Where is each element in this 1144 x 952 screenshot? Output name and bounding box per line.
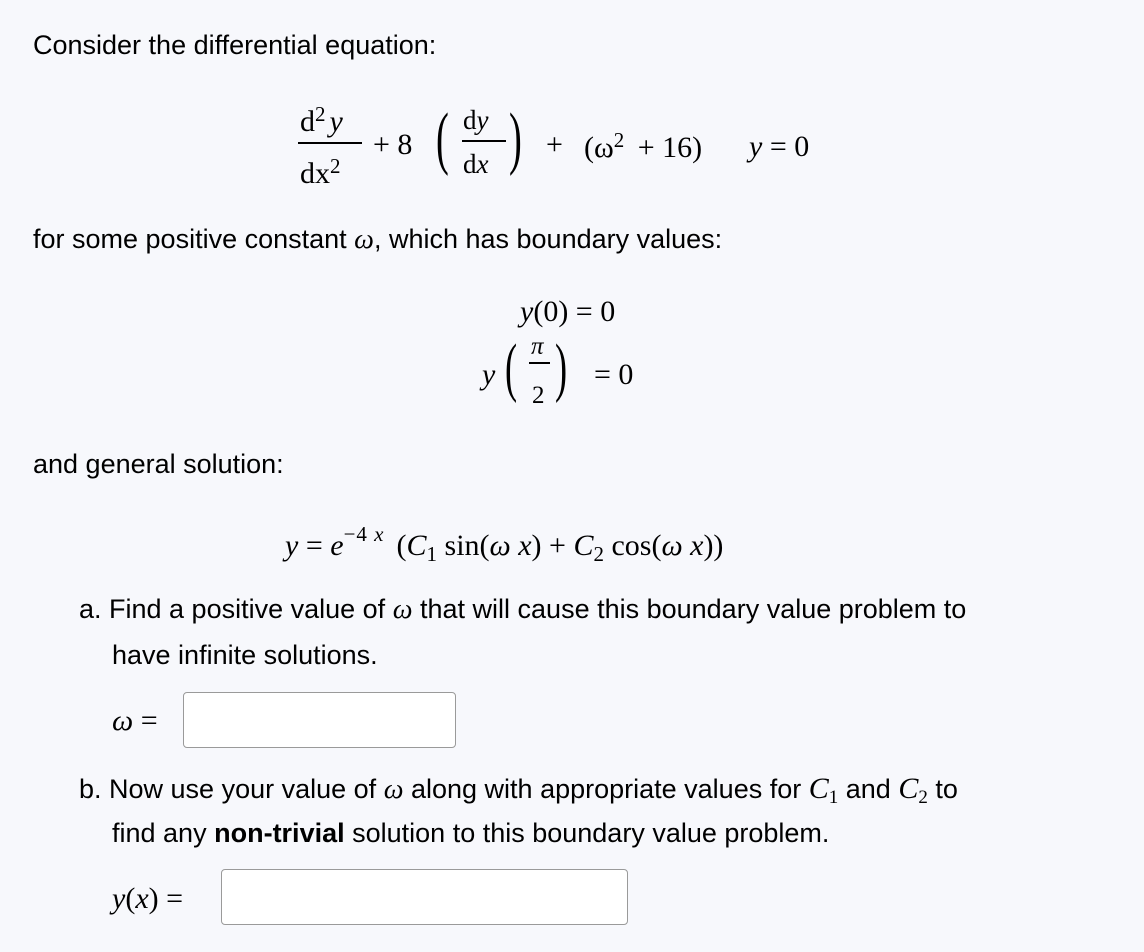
ode-plus-8: + 8 <box>373 128 413 161</box>
intro-text: Consider the differential equation: <box>33 30 437 60</box>
boundary-value-1: y(0) = 0 <box>520 295 616 328</box>
bv2-pi: π <box>531 333 544 360</box>
ode-denominator: $dx^2$ <box>300 154 341 190</box>
part-a-line2: have infinite solutions. <box>112 640 378 670</box>
ode-y-equals-zero: y = 0 <box>749 130 810 163</box>
solution-answer-input[interactable] <box>221 869 628 925</box>
ode-plus: + <box>546 128 563 161</box>
bv2-equals-zero: = 0 <box>594 358 634 391</box>
omega-answer-input[interactable] <box>183 692 456 748</box>
bv2-right-paren: ) <box>555 331 568 404</box>
bv2-fraction-bar <box>529 362 550 364</box>
general-solution: $y = e^{-4 x}$ ($C_1$ sin(ω $x) + C_2$ cos(ω x)) <box>285 522 724 566</box>
boundary-intro: for some positive constant ω, which has boundary values: <box>33 224 723 255</box>
ode-right-paren: ) <box>509 100 522 177</box>
part-b-line1: b. Now use your value of ω along with appropriate values for $C_1$ and $C_2$ to <box>79 772 958 808</box>
part-a-label: ω = <box>112 704 158 737</box>
general-solution-intro: and general solution: <box>33 449 284 479</box>
part-b-label: y(x) = <box>112 882 184 915</box>
ode-numerator: $d^2$ y <box>300 102 343 138</box>
bv2-two: 2 <box>532 382 545 409</box>
ode-dydx-bar <box>462 140 506 142</box>
part-a-line1: a. Find a positive value of ω that will cause this boundary value problem to <box>79 594 967 625</box>
ode-omega-term: $(\omega^2 + 16)$ <box>584 128 703 164</box>
bv2-left-paren: ( <box>505 331 518 404</box>
ode-left-paren: ( <box>436 100 449 177</box>
part-b-line2: find any non-trivial solution to this boundary value problem. <box>112 818 830 848</box>
ode-dx: dx <box>463 149 489 179</box>
ode-fraction-bar <box>298 142 362 144</box>
bv2-y: y <box>482 358 496 391</box>
ode-dy: dy <box>463 105 489 135</box>
